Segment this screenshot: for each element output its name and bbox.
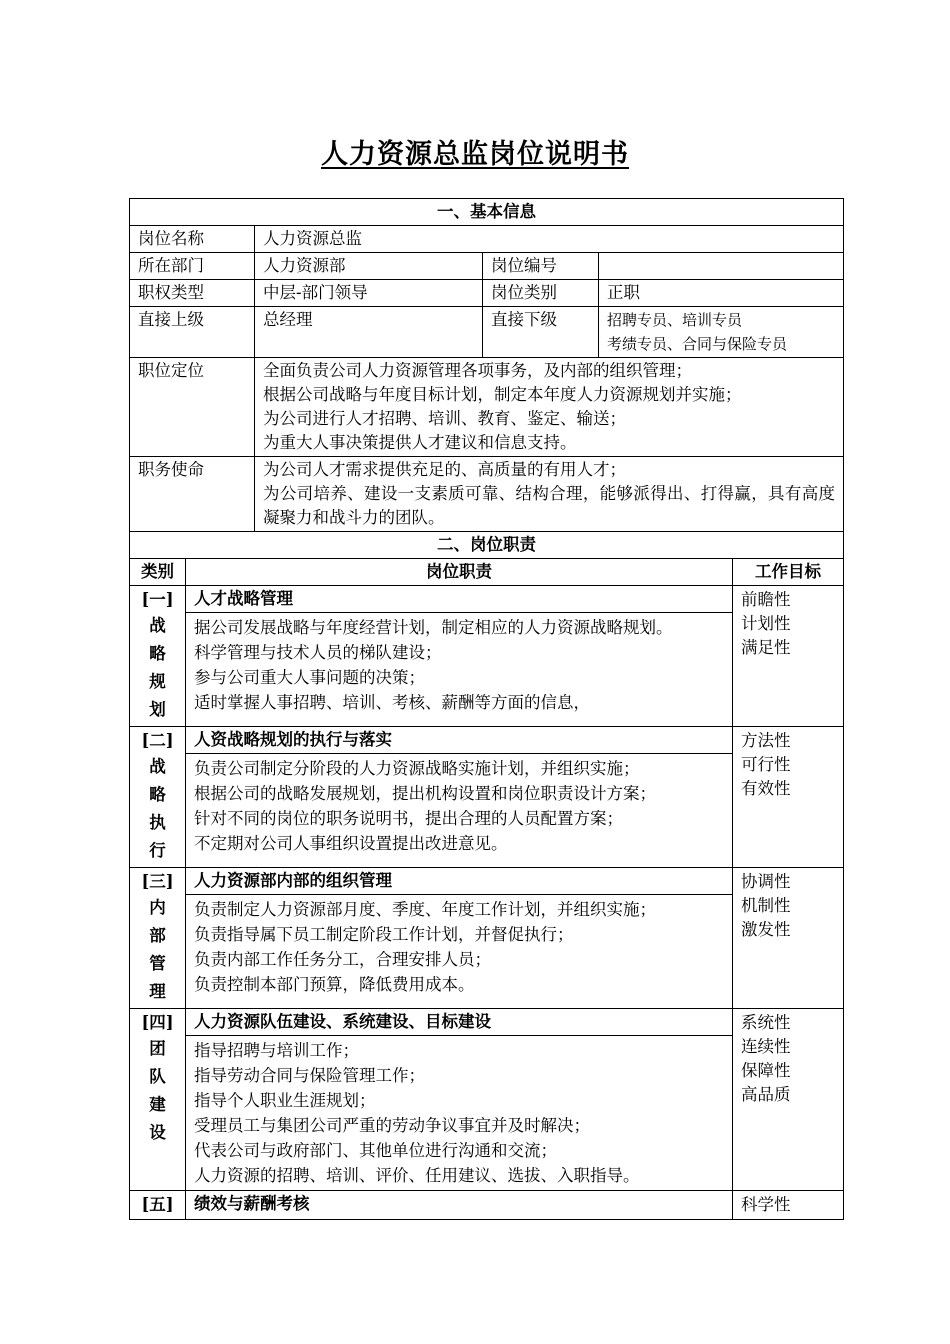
duty-item: 指导招聘与培训工作； [194, 1041, 359, 1060]
duty-goals [733, 1009, 844, 1191]
duty-group-row [130, 1009, 844, 1191]
goal-item: 有效性 [741, 779, 791, 798]
post-name-value: 人力资源总监 [255, 226, 844, 253]
field-label: 岗位名称 [130, 226, 255, 253]
category-char: 内 [149, 898, 166, 917]
section-heading: 二、岗位职责 [130, 532, 844, 559]
goal-item: 激发性 [741, 920, 791, 939]
category-char: 团 [149, 1039, 166, 1058]
duty-group-row [130, 727, 844, 868]
positioning-line: 全面负责公司人力资源管理各项事务，及内部的组织管理； [263, 361, 692, 380]
category-char: 行 [149, 841, 166, 860]
authority-row [130, 280, 844, 307]
duty-title: 绩效与薪酬考核 [194, 1194, 310, 1213]
duty-title: 人力资源部内部的组织管理 [186, 868, 732, 895]
duty-content [186, 1009, 733, 1191]
duty-items [186, 1036, 732, 1190]
job-description-table [129, 198, 844, 1220]
mission-line: 为公司培养、建设一支素质可靠、结构合理，能够派得出、打得赢，具有高度凝聚力和战斗力的团队。 [263, 484, 836, 527]
field-label: 所在部门 [130, 253, 255, 280]
category-number: [四] [141, 1013, 174, 1032]
section-duties-heading-row [130, 532, 844, 559]
goal-item: 系统性 [741, 1013, 791, 1032]
department-value: 人力资源部 [255, 253, 483, 280]
category-number: [三] [141, 872, 174, 891]
category-char: 管 [149, 954, 166, 973]
duty-content [186, 727, 733, 868]
duty-item: 根据公司的战略发展规划，提出机构设置和岗位职责设计方案； [194, 784, 656, 803]
category-number: [二] [141, 731, 174, 750]
duty-item: 针对不同的岗位的职务说明书，提出合理的人员配置方案； [194, 809, 623, 828]
goal-item: 机制性 [741, 896, 791, 915]
duty-item: 指导劳动合同与保险管理工作； [194, 1066, 425, 1085]
duty-item: 负责控制本部门预算，降低费用成本。 [194, 975, 475, 994]
category-number: [五] [141, 1195, 174, 1214]
goal-item: 连续性 [741, 1037, 791, 1056]
category-number: [一] [141, 590, 174, 609]
duty-item: 不定期对公司人事组织设置提出改进意见。 [194, 834, 508, 853]
duty-category [130, 586, 186, 727]
category-char: 战 [149, 616, 166, 635]
field-label: 岗位类别 [483, 280, 599, 307]
category-char: 划 [149, 700, 166, 719]
positioning-line: 为重大人事决策提供人才建议和信息支持。 [263, 433, 577, 452]
column-header-goal: 工作目标 [733, 559, 844, 586]
duty-item: 负责内部工作任务分工，合理安排人员； [194, 950, 491, 969]
duty-title: 人力资源队伍建设、系统建设、目标建设 [186, 1009, 732, 1036]
positioning-value [255, 358, 844, 457]
field-label: 直接上级 [130, 307, 255, 358]
duty-goals [733, 586, 844, 727]
category-char: 略 [149, 644, 166, 663]
field-label: 岗位编号 [483, 253, 599, 280]
category-char: 略 [149, 785, 166, 804]
goal-item: 科学性 [741, 1195, 791, 1214]
duty-item: 指导个人职业生涯规划； [194, 1091, 376, 1110]
post-name-row [130, 226, 844, 253]
section-heading: 一、基本信息 [130, 199, 844, 226]
duty-item: 适时掌握人事招聘、培训、考核、薪酬等方面的信息， [194, 693, 590, 712]
category-char: 建 [149, 1095, 166, 1114]
category-char: 理 [149, 982, 166, 1001]
duty-category [130, 868, 186, 1009]
duty-group-row [130, 586, 844, 727]
goal-item: 保障性 [741, 1061, 791, 1080]
duty-goals [733, 868, 844, 1009]
duty-item: 负责公司制定分阶段的人力资源战略实施计划，并组织实施； [194, 759, 640, 778]
duty-items [186, 613, 732, 717]
field-label: 直接下级 [483, 307, 599, 358]
duty-category [130, 1191, 186, 1220]
post-number-value [599, 253, 844, 280]
reporting-row [130, 307, 844, 358]
duty-items [186, 754, 732, 858]
category-char: 执 [149, 813, 166, 832]
superior-value: 总经理 [255, 307, 483, 358]
subordinate-line: 考绩专员、合同与保险专员 [607, 335, 788, 353]
goal-item: 满足性 [741, 638, 791, 657]
field-label: 职权类型 [130, 280, 255, 307]
duty-item: 人力资源的招聘、培训、评价、任用建议、选拔、入职指导。 [194, 1166, 640, 1185]
department-row [130, 253, 844, 280]
authority-type-value: 中层-部门领导 [255, 280, 483, 307]
column-header-duty: 岗位职责 [186, 559, 733, 586]
duty-item: 负责制定人力资源部月度、季度、年度工作计划，并组织实施； [194, 900, 656, 919]
duty-items [186, 895, 732, 999]
duty-title: 人资战略规划的执行与落实 [186, 727, 732, 754]
positioning-row [130, 358, 844, 457]
goal-item: 计划性 [741, 614, 791, 633]
duty-content [186, 586, 733, 727]
post-category-value: 正职 [599, 280, 844, 307]
goal-item: 方法性 [741, 731, 791, 750]
positioning-line: 根据公司战略与年度目标计划，制定本年度人力资源规划并实施； [263, 385, 742, 404]
duty-content [186, 868, 733, 1009]
duty-category [130, 1009, 186, 1191]
field-label: 职务使命 [130, 457, 255, 532]
duty-content [186, 1191, 733, 1220]
mission-value [255, 457, 844, 532]
subordinate-line: 招聘专员、培训专员 [607, 311, 743, 329]
section-basic-heading-row [130, 199, 844, 226]
category-char: 设 [149, 1123, 166, 1142]
column-header-category: 类别 [130, 559, 186, 586]
duty-item: 参与公司重大人事问题的决策； [194, 668, 425, 687]
category-char: 战 [149, 757, 166, 776]
duty-group-row [130, 1191, 844, 1220]
category-char: 队 [149, 1067, 166, 1086]
goal-item: 可行性 [741, 755, 791, 774]
duty-goals [733, 727, 844, 868]
goal-item: 协调性 [741, 872, 791, 891]
duty-item: 受理员工与集团公司严重的劳动争议事宜并及时解决； [194, 1116, 590, 1135]
duty-item: 据公司发展战略与年度经营计划，制定相应的人力资源战略规划。 [194, 618, 673, 637]
goal-item: 高品质 [741, 1085, 791, 1104]
positioning-line: 为公司进行人才招聘、培训、教育、鉴定、输送； [263, 409, 626, 428]
duty-category [130, 727, 186, 868]
category-char: 规 [149, 672, 166, 691]
duty-group-row [130, 868, 844, 1009]
duties-column-header-row [130, 559, 844, 586]
field-label: 职位定位 [130, 358, 255, 457]
duty-title: 人才战略管理 [186, 586, 732, 613]
subordinates-value [599, 307, 844, 358]
goal-item: 前瞻性 [741, 590, 791, 609]
category-char: 部 [149, 926, 166, 945]
mission-line: 为公司人才需求提供充足的、高质量的有用人才； [263, 460, 626, 479]
duty-item: 负责指导属下员工制定阶段工作计划，并督促执行； [194, 925, 574, 944]
duty-item: 科学管理与技术人员的梯队建设； [194, 643, 442, 662]
duty-item: 代表公司与政府部门、其他单位进行沟通和交流； [194, 1141, 557, 1160]
mission-row [130, 457, 844, 532]
document-title: 人力资源总监岗位说明书 [321, 139, 629, 170]
duty-goals [733, 1191, 844, 1220]
